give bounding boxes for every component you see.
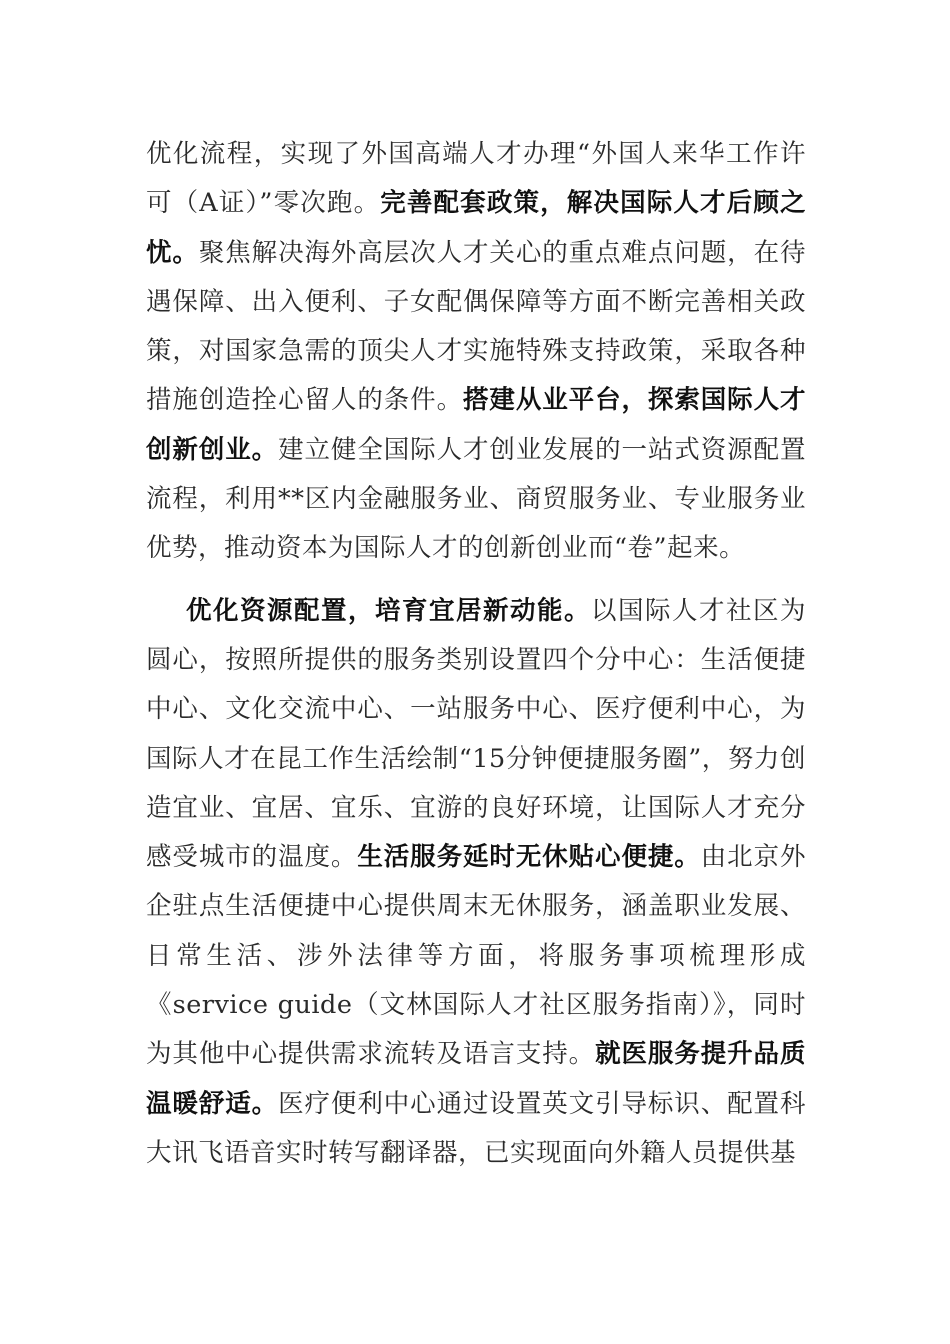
para1-heading-1: 完善配套政策，解决国际人才后顾之忧。 — [146, 188, 806, 268]
para2-text-2: 由北京外企驻点生活便捷中心提供周末无休服务，涵盖职业发展、日常生活、涉外法律等方面，将服务事项梳理形成《service guide（文林国际人才社区服务指南）》，同时为其他中心提供需求流转及语言支持。 — [146, 842, 806, 1070]
para1-text-1: 优化流程，实现了外国高端人才办理“外国人来华工作许可（A证）”零次跑。 — [146, 139, 806, 219]
para2-text-1: 以国际人才社区为圆心，按照所提供的服务类别设置四个分中心：生活便捷中心、文化交流中心、一站服务中心、医疗便利中心，为国际人才在昆工作生活绘制“15分钟便捷服务圈”，努力创造宜业、宜居、宜乐、宜游的良好环境，让国际人才充分感受城市的温度。 — [146, 595, 806, 873]
para1-text-3: 建立健全国际人才创业发展的一站式资源配置流程，利用**区内金融服务业、商贸服务业、专业服务业优势，推动资本为国际人才的创新创业而“卷”起来。 — [146, 434, 806, 564]
para2-heading-1: 优化资源配置，培育宜居新动能。 — [186, 595, 591, 626]
paragraph-1 — [146, 130, 806, 574]
para1-text-2: 聚焦解决海外高层次人才关心的重点难点问题，在待遇保障、出入便利、子女配偶保障等方面不断完善相关政策，对国家急需的顶尖人才实施特殊支持政策，采取各种措施创造拴心留人的条件。 — [146, 237, 806, 416]
para2-text-3: 医疗便利中心通过设置英文引导标识、配置科大讯飞语音实时转写翻译器，已实现面向外籍人员提供基 — [146, 1088, 806, 1168]
para2-heading-2: 生活服务延时无休贴心便捷。 — [357, 842, 701, 873]
paragraph-2 — [146, 587, 806, 1179]
para1-heading-2: 搭建从业平台，探索国际人才创新创业。 — [146, 385, 806, 465]
para2-heading-3: 就医服务提升品质温暖舒适。 — [146, 1039, 806, 1119]
paragraph-gap — [146, 574, 806, 587]
document-body — [146, 130, 806, 1178]
